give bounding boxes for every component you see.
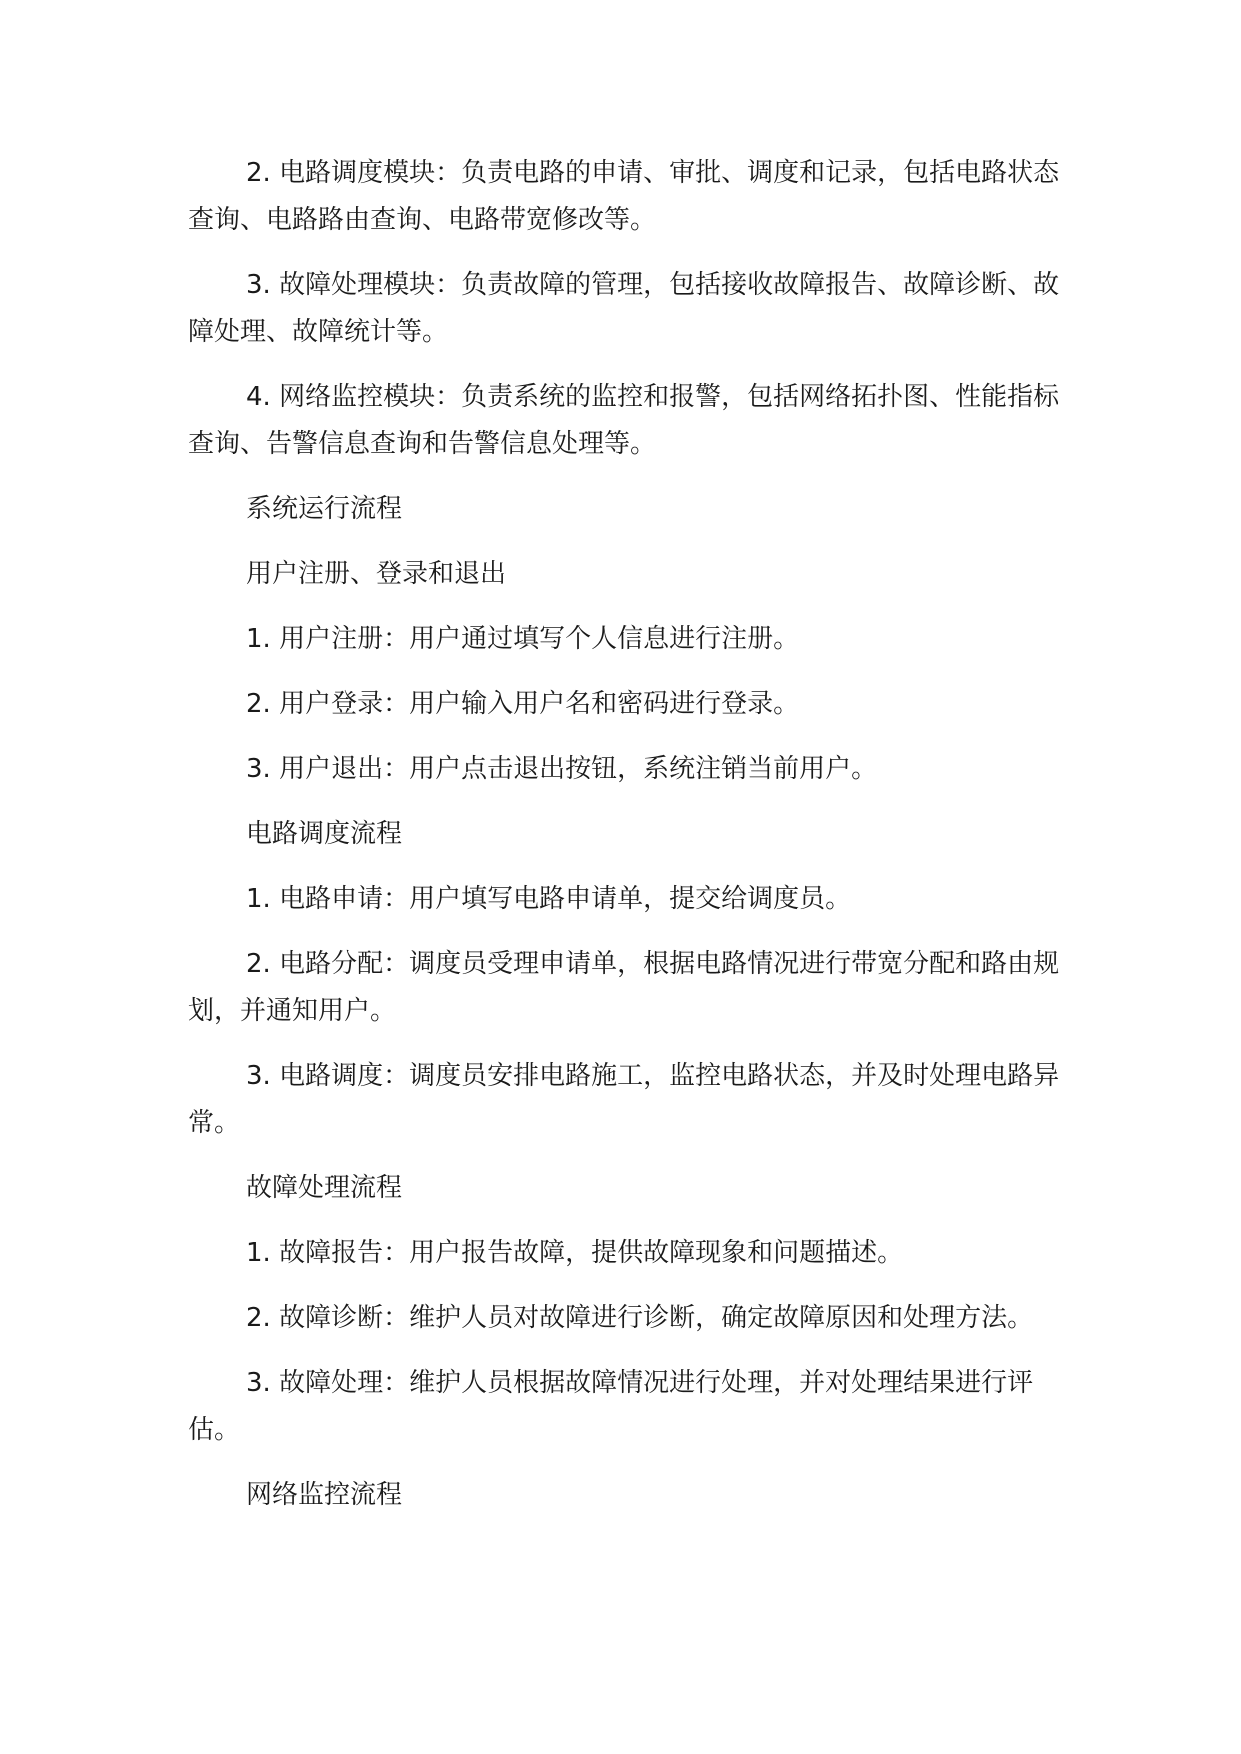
section-heading-system-flow: 系统运行流程 [246,494,403,524]
list-item-user-register: 1. 用户注册：用户通过填写个人信息进行注册。 [246,624,800,654]
paragraph-circuit-dispatch-module: 2. 电路调度模块：负责电路的申请、审批、调度和记录，包括电路状态查询、电路路由查询、电路带宽修改等。 [188,158,1060,235]
list-item-user-logout: 3. 用户退出：用户点击退出按钮，系统注销当前用户。 [246,754,878,784]
paragraph-fault-handling-module: 3. 故障处理模块：负责故障的管理，包括接收故障报告、故障诊断、故障处理、故障统计等。 [188,270,1060,347]
paragraph-network-monitoring-module: 4. 网络监控模块：负责系统的监控和报警，包括网络拓扑图、性能指标查询、告警信息查询和告警信息处理等。 [188,382,1060,459]
subsection-heading-network-monitoring: 网络监控流程 [246,1480,403,1510]
document-body [188,150,1068,1537]
list-item-fault-diagnose: 2. 故障诊断：维护人员对故障进行诊断，确定故障原因和处理方法。 [246,1303,1034,1333]
list-item-circuit-apply: 1. 电路申请：用户填写电路申请单，提交给调度员。 [246,884,852,914]
list-item-user-login: 2. 用户登录：用户输入用户名和密码进行登录。 [246,689,800,719]
list-item-fault-process: 3. 故障处理：维护人员根据故障情况进行处理，并对处理结果进行评估。 [188,1368,1034,1445]
subsection-heading-fault-handling: 故障处理流程 [246,1173,403,1203]
subsection-heading-circuit-dispatch: 电路调度流程 [246,819,403,849]
subsection-heading-user-account: 用户注册、登录和退出 [246,559,507,589]
list-item-circuit-dispatch: 3. 电路调度：调度员安排电路施工，监控电路状态，并及时处理电路异常。 [188,1061,1060,1138]
list-item-fault-report: 1. 故障报告：用户报告故障，提供故障现象和问题描述。 [246,1238,904,1268]
list-item-circuit-allocate: 2. 电路分配：调度员受理申请单，根据电路情况进行带宽分配和路由规划，并通知用户。 [188,949,1060,1026]
